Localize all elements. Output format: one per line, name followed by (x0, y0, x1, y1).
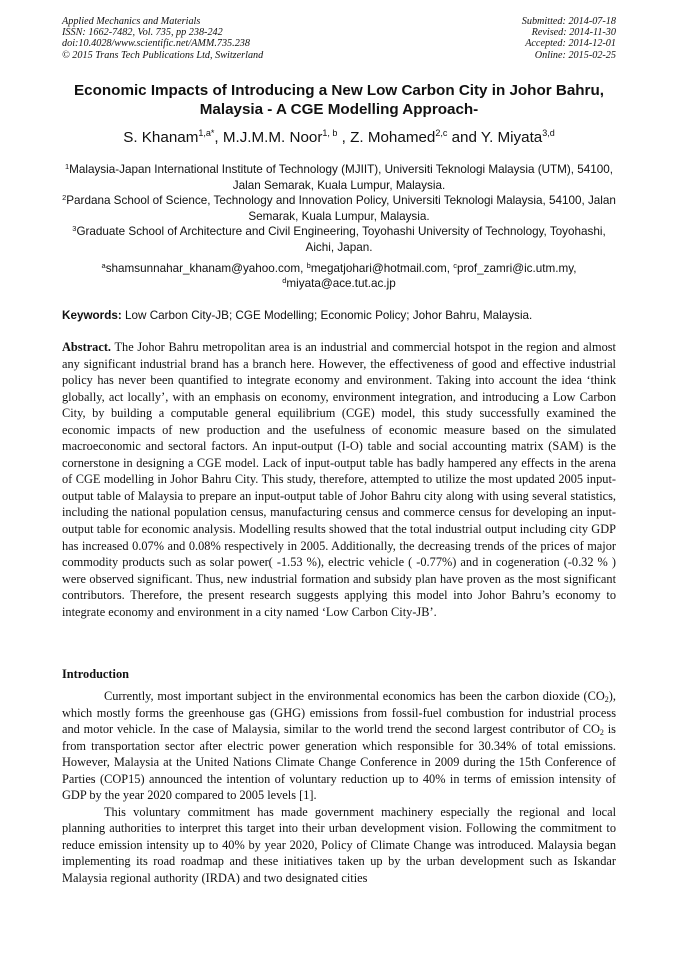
email-marker: d (282, 276, 287, 286)
author-superscript: 3,d (542, 128, 555, 138)
submission-dates (522, 16, 616, 61)
email-marker: a (101, 260, 106, 270)
email-address: miyata@ace.tut.ac.jp (286, 277, 396, 291)
author-name: Z. Mohamed (350, 129, 436, 146)
keywords-label: Keywords: (62, 309, 122, 322)
journal-doi: doi:10.4028/www.scientific.net/AMM.735.238 (62, 38, 250, 50)
email-address: megatjohari@hotmail.com, (310, 261, 454, 275)
affiliation-number: 2 (62, 193, 67, 203)
author-superscript: 1,a* (198, 128, 215, 138)
affiliation-number: 3 (72, 224, 77, 234)
email-address: shamsunnahar_khanam@yahoo.com, (105, 261, 307, 275)
date-accepted: Accepted: 2014-12-01 (525, 38, 616, 50)
email-list (62, 261, 616, 292)
email-marker: b (306, 260, 311, 270)
paper-title: Economic Impacts of Introducing a New Low Carbon City in Johor Bahru, Malaysia - A CGE Modelling Approach- (74, 82, 604, 118)
date-online: Online: 2015-02-25 (534, 49, 616, 61)
abstract (62, 339, 616, 620)
affiliation-text: Pardana School of Science, Technology and Innovation Policy, Universiti Teknologi Malaysia, 54100, Jalan Semarak, Kuala Lumpur, Malaysia. (66, 194, 616, 223)
paragraph-text: ), which mostly forms the greenhouse gas (GHG) emissions from fossil-fuel combustion for industrial process and motor vehicle. In the case of Malaysia, similar to the world trend the second largest contributor of CO (62, 689, 616, 737)
author-separator: , (337, 129, 351, 146)
keywords-text: Low Carbon City-JB; CGE Modelling; Economic Policy; Johor Bahru, Malaysia. (121, 309, 533, 322)
subscript: 2 (604, 695, 609, 704)
date-revised: Revised: 2014-11-30 (531, 27, 616, 39)
author-name: S. Khanam (123, 129, 199, 146)
affiliation-number: 1 (64, 162, 70, 171)
affiliations (62, 162, 616, 292)
journal-copyright: © 2015 Trans Tech Publications Ltd, Switzerland (62, 49, 264, 61)
author-separator: and (447, 129, 481, 146)
author-superscript: 1, b (322, 128, 338, 138)
author-name: M.J.M.M. Noor (222, 129, 323, 146)
abstract-text: The Johor Bahru metropolitan area is an industrial and commercial hotspot in the region and almost any significant industrial brand has a branch here. However, the effectiveness of good and effective industrial policy has never been quantified to integrate economy and environment. Taking into account the idea ‘think globally, act locally’, with an emphasis on economy, environment integration, and introducing a Low Carbon City, by building a computable general equilibrium (CGE) model, this study successfully examined the economic impacts of new production and the usefulness of economic measure based on the simulated macroeconomic and sectoral factors. An input-output (I-O) table and social accounting matrix (SAM) is the cornerstone in designing a CGE model. Lack of input-output table has badly hampered any effects in the arena of CGE modelling in Johor Bahru City. This study, therefore, attempted to utilize the most updated 2005 input-output table of Malaysia to prepare an input-output table of Johor Bahru city along with using several statistics, including the national population census, manufacturing census and commerce census for developing an input-output table for economic analysis. Modelling results showed that the total industrial output including city GDP has increased 0.07% and 0.08% respectively in 2005. Additionally, the decreasing trends of the prices of major commodity products such as solar power( -1.53 %), electric vehicle ( -0.77%) and in cogeneration (-0.32 % ) were observed significant. Thus, new industrial formation and subsidy plan have proven as the most significant contributors. Therefore, the present research suggests applying this model into Johor Bahru’s economy to integrate economy and environment in a city named ‘Low Carbon City-JB’. (62, 340, 616, 619)
journal-name: Applied Mechanics and Materials (62, 16, 201, 27)
affiliation (62, 224, 616, 255)
author-list (62, 128, 616, 148)
subscript: 2 (599, 728, 604, 738)
affiliation (62, 162, 616, 193)
author-separator: , (214, 129, 223, 146)
keywords (62, 308, 616, 323)
email-marker: c (453, 260, 457, 270)
paragraph (62, 688, 616, 804)
introduction-body (62, 688, 616, 887)
affiliation-text: Graduate School of Architecture and Civil Engineering, Toyohashi University of Technology, Toyohashi, Aichi, Japan. (76, 225, 606, 254)
journal-issn: ISSN: 1662-7482, Vol. 735, pp 238-242 (62, 27, 223, 39)
author-name: Y. Miyata (480, 129, 543, 146)
journal-info (62, 16, 263, 61)
email-address: prof_zamri@ic.utm.my, (457, 261, 577, 275)
abstract-label: Abstract. (62, 340, 112, 354)
affiliation (62, 193, 616, 224)
author-superscript: 2,c (435, 128, 448, 138)
date-submitted: Submitted: 2014-07-18 (521, 16, 616, 27)
paragraph-text: Currently, most important subject in the environmental economics has been the carbon dioxide (CO (104, 689, 605, 703)
affiliation-text: Malaysia-Japan International Institute of Technology (MJIIT), Universiti Teknologi Malaysia (UTM), 54100, Jalan Semarak, Kuala Lumpur, Malaysia. (69, 163, 614, 192)
section-heading-introduction: Introduction (62, 667, 129, 681)
paragraph-text: is from transportation sector after electric power generation which responsible for 30.34% of total emissions. However, Malaysia at the United Nations Climate Change Conference in 2009 during the 15th Conference of Parties (COP15) announced the intention of voluntary reduction up to 40% in terms of emission intensity of GDP by the year 2020 compared to 2005 levels [1]. (62, 722, 616, 803)
paragraph: This voluntary commitment has made government machinery especially the regional and local planning authorities to interpret this target into their urban development vision. Following the commitment to reduce emission intensity up to 40% by year 2020, Policy of Climate Change was introduced. Malaysia began implementing its road roadmap and these initiatives taken up by the urban development such as Iskandar Malaysia regional authority (IRDA) and two designated cities (62, 804, 616, 886)
